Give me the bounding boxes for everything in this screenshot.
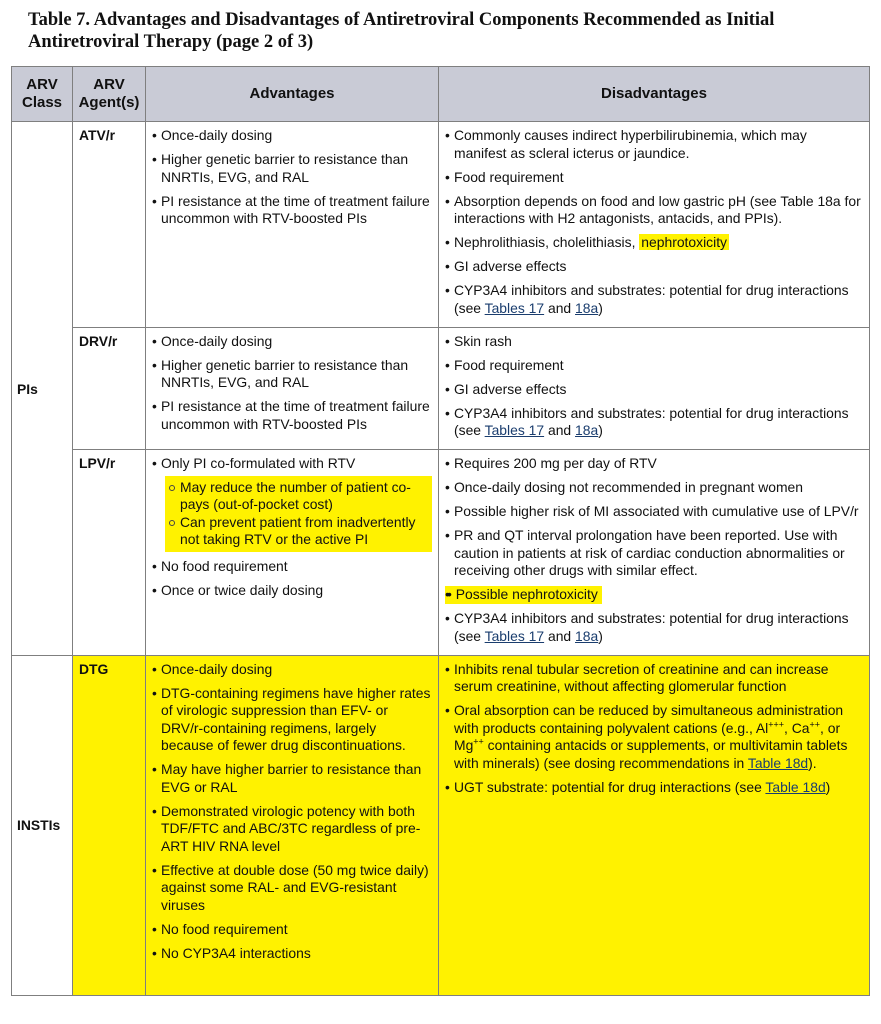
highlighted-text: nephrotoxicity	[641, 234, 728, 250]
list-item: • Higher genetic barrier to resistance than NNRTIs, EVG, and RAL	[152, 151, 432, 186]
table-header-row	[12, 67, 870, 122]
table-title	[28, 9, 858, 53]
table-row-dtg	[12, 655, 870, 995]
table-18a-link[interactable]: 18a	[575, 422, 599, 438]
tables-17-link[interactable]: Tables 17	[484, 627, 545, 644]
list-item: • Demonstrated virologic potency with both TDF/FTC and ABC/3TC regardless of pre-ART HIV RNA level	[152, 803, 432, 856]
list-item: • Food requirement	[445, 357, 863, 375]
header-arv-class: ARV Class	[12, 67, 73, 122]
list-item-text: CYP3A4 inhibitors and substrates: potential for drug interactions (see	[454, 404, 849, 438]
list-item-text: and	[544, 299, 576, 316]
disadvantages-cell-lpv	[439, 450, 870, 656]
list-item: • Requires 200 mg per day of RTV	[445, 455, 863, 473]
list-item: • No CYP3A4 interactions	[152, 945, 432, 963]
table-18a-link[interactable]: 18a	[575, 299, 599, 316]
list-item: • Once-daily dosing not recommended in pregnant women	[445, 479, 863, 497]
agent-cell-atv: ATV/r	[73, 122, 146, 328]
table-row-drv	[12, 327, 870, 450]
agent-cell-lpv: LPV/r	[73, 450, 146, 656]
list-item: • Inhibits renal tubular secretion of creatinine and can increase serum creatinine, without affecting glomerular function	[445, 661, 863, 696]
list-item: • Effective at double dose (50 mg twice daily) against some RAL- and EVG-resistant viruses	[152, 862, 432, 915]
list-item: • Once-daily dosing	[152, 127, 432, 145]
list-item-text: Oral absorption can be reduced by simultaneous administration with products containing polyvalent cations (e.g., Al	[454, 702, 844, 736]
disadvantages-cell-atv	[439, 122, 870, 328]
list-item	[445, 779, 863, 797]
list-item-text: UGT substrate: potential for drug interactions (see	[454, 778, 766, 795]
list-item: • DTG-containing regimens have higher rates of virologic suppression than EFV- or DRV/r-containing regimens, largely because of fewer drug discontinuations.	[152, 685, 432, 755]
list-item-text: Nephrolithiasis, cholelithiasis,	[454, 234, 640, 250]
header-disadvantages: Disadvantages	[439, 67, 870, 122]
list-item: • No food requirement	[152, 921, 432, 939]
list-item: • Once or twice daily dosing	[152, 582, 432, 600]
list-item	[445, 234, 863, 252]
list-item-text: containing antacids or supplements, or multivitamin tablets with minerals) (see dosing recommendations in	[454, 737, 848, 771]
list-item-text: and	[544, 422, 576, 438]
list-item: • Possible higher risk of MI associated with cumulative use of LPV/r	[445, 503, 863, 521]
agent-cell-dtg: DTG	[73, 655, 146, 995]
list-item-text: and	[544, 627, 576, 644]
list-item-text: ).	[808, 754, 817, 771]
class-cell-instis: INSTIs	[12, 655, 73, 995]
tables-17-link[interactable]: Tables 17	[484, 299, 545, 316]
list-item: • Once-daily dosing	[152, 333, 432, 351]
list-item: • Absorption depends on food and low gastric pH (see Table 18a for interactions with H2 antagonists, antacids, and PPIs).	[445, 193, 863, 228]
list-item: • Skin rash	[445, 333, 863, 351]
list-item-text: , Ca	[784, 719, 810, 736]
list-item: • Commonly causes indirect hyperbilirubinemia, which may manifest as scleral icterus or jaundice.	[445, 127, 863, 162]
table-18a-link[interactable]: 18a	[575, 627, 599, 644]
disadvantages-cell-dtg	[439, 655, 870, 995]
table-title-line-2: Antiretroviral Therapy (page 2 of 3)	[28, 32, 314, 52]
table-18d-link[interactable]: Table 18d	[747, 754, 809, 771]
sub-list-item: May reduce the number of patient co-pays (out-of-pocket cost)	[165, 479, 428, 514]
tables-17-link[interactable]: Tables 17	[484, 422, 545, 438]
highlighted-sub-list	[165, 476, 432, 552]
superscript: ++	[473, 736, 484, 747]
highlighted-text-content: Possible nephrotoxicity	[455, 586, 598, 602]
highlighted-text: • Possible nephrotoxicity	[445, 586, 602, 604]
list-item: • GI adverse effects	[445, 381, 863, 399]
class-cell-pis: PIs	[12, 122, 73, 656]
list-item: • Food requirement	[445, 169, 863, 187]
disadvantages-cell-drv	[439, 327, 870, 450]
list-item	[445, 282, 863, 317]
list-item	[445, 586, 863, 604]
table-row-atv	[12, 122, 870, 328]
list-item-text: )	[598, 299, 603, 316]
sub-list-item: Can prevent patient from inadvertently not taking RTV or the active PI	[165, 514, 428, 549]
list-item	[445, 405, 863, 440]
list-item: • No food requirement	[152, 558, 432, 576]
list-item: • Higher genetic barrier to resistance than NNRTIs, EVG, and RAL	[152, 357, 432, 392]
list-item-text: , or Mg	[454, 719, 841, 753]
advantages-cell-lpv	[146, 450, 439, 656]
list-item-text: CYP3A4 inhibitors and substrates: potential for drug interactions (see	[454, 282, 849, 316]
table-18d-link[interactable]: Table 18d	[765, 778, 826, 795]
list-item	[445, 610, 863, 645]
superscript: ++	[809, 718, 821, 729]
list-item	[445, 702, 863, 772]
advantages-cell-dtg	[146, 655, 439, 995]
advantages-cell-drv	[146, 327, 439, 450]
table-row-lpv	[12, 450, 870, 656]
list-item: • May have higher barrier to resistance than EVG or RAL	[152, 761, 432, 796]
advantages-cell-atv	[146, 122, 439, 328]
header-advantages: Advantages	[146, 67, 439, 122]
list-item: • PI resistance at the time of treatment failure uncommon with RTV-boosted PIs	[152, 193, 432, 228]
list-item: • PI resistance at the time of treatment failure uncommon with RTV-boosted PIs	[152, 398, 432, 433]
agent-cell-drv: DRV/r	[73, 327, 146, 450]
superscript: +++	[768, 718, 785, 729]
list-item-text: )	[825, 778, 831, 795]
list-item-text: )	[598, 627, 603, 644]
list-item: • PR and QT interval prolongation have been reported. Use with caution in patients at risk of cardiac conduction abnormalities or receiving other drugs with similar effect.	[445, 527, 863, 580]
list-item: • GI adverse effects	[445, 258, 863, 276]
arv-components-table	[11, 66, 870, 996]
header-arv-agents: ARV Agent(s)	[73, 67, 146, 122]
list-item-text: CYP3A4 inhibitors and substrates: potential for drug interactions (see	[454, 610, 849, 644]
table-title-line-1: Table 7. Advantages and Disadvantages of Antiretroviral Components Recommended as Initial	[28, 10, 775, 30]
list-item: • Once-daily dosing	[152, 661, 432, 679]
list-item-text: )	[598, 422, 603, 438]
list-item: • Only PI co-formulated with RTV	[152, 455, 432, 473]
